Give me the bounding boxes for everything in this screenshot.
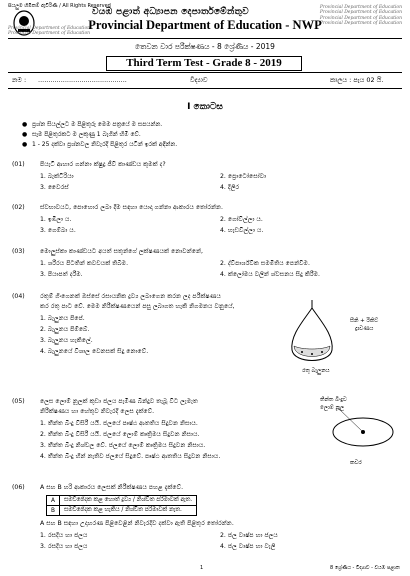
instruction: සෑම පිළිතුරකට ම ලකුණු 1 බැගින් හිමි වේ. — [32, 131, 141, 138]
figure-label: ලොම් නූල — [320, 405, 345, 411]
option: 2. තීන්ත බිංදු විසිරී යයි. ජලයේ ලොම් කෘත්‍රිමය සිදුවන නිසාය. — [40, 431, 200, 438]
balloon-diagram — [282, 300, 342, 370]
option: 4. ක්ලෝමය වලින් ශ්වසනය සිදු කිරීම. — [220, 271, 320, 278]
question-text-line2: නිරීක්ෂණය හා හේතුව නිවැරදි ලෙස දැක්වේ. — [40, 408, 155, 415]
footer-right: 8 ශ්‍රේණිය - විද්‍යාව - වයඹ පළාත — [330, 565, 400, 571]
watermark-left: Provincial Department of Education Provincial Department of Education — [8, 26, 91, 37]
question-text-line2: කර රතු පාට වේ. මෙම නිරීක්ෂණයෙන් පසු ලබාගත හැකි නිගමනය වනුයේ, — [40, 303, 235, 310]
option: 3. වෛරස් — [40, 184, 69, 191]
option: 3. රසදිය හා ජලය — [40, 543, 88, 550]
watermark-right: Provincial Department of Education Provincial Department of Education Provincial Department of Education Provincial Department of Education — [319, 5, 402, 27]
table-row: A සමච්ඡේදක කළ හොත් ද්‍රව්‍ය / නිශ්චිත පරිමාවක් ඇත. — [47, 496, 197, 506]
question-text: රතුම් ගිංගෙනක් ඔස්සේ රසායනික ද්‍රව්‍ය ලබාගෙන කරන ලද පරීක්ෂණය — [40, 293, 221, 300]
figure-label: රතු බැලුනය — [302, 368, 330, 374]
instruction: ප්‍රශ්න සියල්ලට ම පිළිතුරු මෙම පත්‍රයේ ම සපයන්න. — [32, 121, 163, 128]
question-number: (06) — [12, 484, 25, 491]
figure-label: ද්‍රාවණය — [355, 326, 374, 332]
question-number: (01) — [12, 161, 25, 168]
question-number: (05) — [12, 398, 25, 405]
option: 3. පියාපත් දරීම. — [40, 271, 83, 278]
divider — [8, 38, 402, 39]
option: 1. බැක්ටීරියා — [40, 173, 74, 180]
option: 4. බැලුනයේ විශාල වෙනසක් සිදු නොවේ. — [40, 348, 149, 355]
question-number: (04) — [12, 293, 25, 300]
subject: විද්‍යාව — [190, 76, 208, 84]
option: 2. ප්‍රොටෝසෝවා — [220, 173, 267, 180]
question-number: (02) — [12, 204, 25, 211]
divider — [8, 88, 402, 89]
sinhala-title: වයඹ පළාත් අධ්‍යාපන දෙපාර්තමේන්තුව — [92, 7, 249, 17]
option: 2. ද්විපාර්ශ්වික සමමිතිය පෙන්වීම. — [220, 260, 310, 267]
question-text: A සහ B හරි ආකාරය ලෙසක් නිරීක්ෂණය පහළ දැක්වේ. — [40, 484, 184, 491]
option: 1. ශරීරය පිටතින් කවචයක් තිබීම. — [40, 260, 129, 267]
option: 4. තීන්ත බිංදු හීන් නැතිව ජලයේ සිදුවේ. පෘෂ්ඨ ආතතිය සිදුවන නිසාය. — [40, 453, 221, 460]
option: 3. තීන්ත බිංදු නිශ්චල වේ. ජලයේ ලොම් කෘත්‍රිමය සිදුවන නිසාය. — [40, 442, 206, 449]
divider — [8, 72, 402, 73]
question-text: පියැටි ආහාර ගන්නා ක්ෂුද්‍ර ජීවී කාණ්ඩය කුමක් ද? — [40, 161, 166, 168]
page-number: 1 — [200, 565, 204, 571]
question6-table — [46, 495, 197, 516]
option: 4. දිලීර — [220, 184, 240, 191]
option: 2. ජල වාෂ්ප හා ජලය — [220, 532, 278, 539]
option: 3. ගෙම්බා ය. — [40, 227, 76, 234]
instruction-bullet: ● — [22, 141, 28, 148]
table-row: B සමච්ඡේදක කළ හැකිය / නිශ්චිත පරිමාවක් නැත. — [47, 506, 197, 516]
option: 3. බැලුනය හැකිලේ. — [40, 337, 93, 344]
option: 1. තීන්ත බිංදු විසිරී යයි. ජලයේ පෘෂ්ඨ ආතතිය සිදුවන නිසාය. — [40, 420, 198, 427]
test-title-english: Third Term Test - Grade 8 - 2019 — [106, 56, 302, 71]
question-text-line2: A සහ B සඳහා උදාහරණ පිළිවෙළින් නිවැරදිව දක්වා ඇති පිළිතුර තෝරන්න. — [40, 520, 234, 527]
instruction-bullet: ● — [22, 131, 28, 138]
option: 2. ගෝවිල්ලා ය. — [220, 216, 263, 223]
question-text: මොලුස්කා කාණ්ඩයට අයත් සතුන්ගේ ලක්ෂණයක් නොවන්නේ, — [40, 248, 203, 255]
question-number: (03) — [12, 248, 25, 255]
test-title-sinhala: තෙවන වාර පරීක්ෂණය - 8 ශ්‍රේණිය - 2019 — [135, 42, 275, 51]
option: 4. හැඩවිල්ලා ය. — [220, 227, 264, 234]
option: 2. බැලුනය පිම්බේ. — [40, 326, 90, 333]
figure-label: සීනි + රිකිට් — [350, 318, 379, 324]
time: කාලය : පැය 02 යි. — [330, 76, 384, 84]
figure-label: තීන්ත බිංදුව — [320, 397, 347, 403]
figure-label: කවර — [350, 460, 362, 466]
option: 4. ජල වාෂ්ප හා වැලි — [220, 543, 276, 550]
instruction-bullet: ● — [22, 121, 28, 128]
rights-notice: සියලුම හිමිකම් ඇවිරිණි / All Rights Reserved — [8, 3, 111, 9]
option: 1. ඉඹිලා ය. — [40, 216, 72, 223]
name-label: නම : — [12, 76, 27, 84]
option: 1. රසදිය හා ජලය — [40, 532, 88, 539]
option: 1. බැලුනය පිපේ. — [40, 315, 85, 322]
instruction: 1 - 25 දක්වා ප්‍රශ්නවල නිවැරදි පිළිතුර යටින් ඉරක් අඳින්න. — [32, 141, 178, 148]
question-text: ලෙස ලොම් නූලක් කුඩා ජලය පැමිණ බින්දුව තැබූ විට ලැමැත — [40, 398, 198, 405]
section-title: I කොටස — [187, 102, 223, 112]
english-title: Provincial Department of Education - NWP — [88, 18, 322, 32]
name-dots: ........................................... — [38, 76, 127, 84]
question-text: ස්වභාවයට, පොහොර ලබා දීම සඳහා යොදා ගන්නා ආකාරය තෝරන්න. — [40, 204, 223, 211]
